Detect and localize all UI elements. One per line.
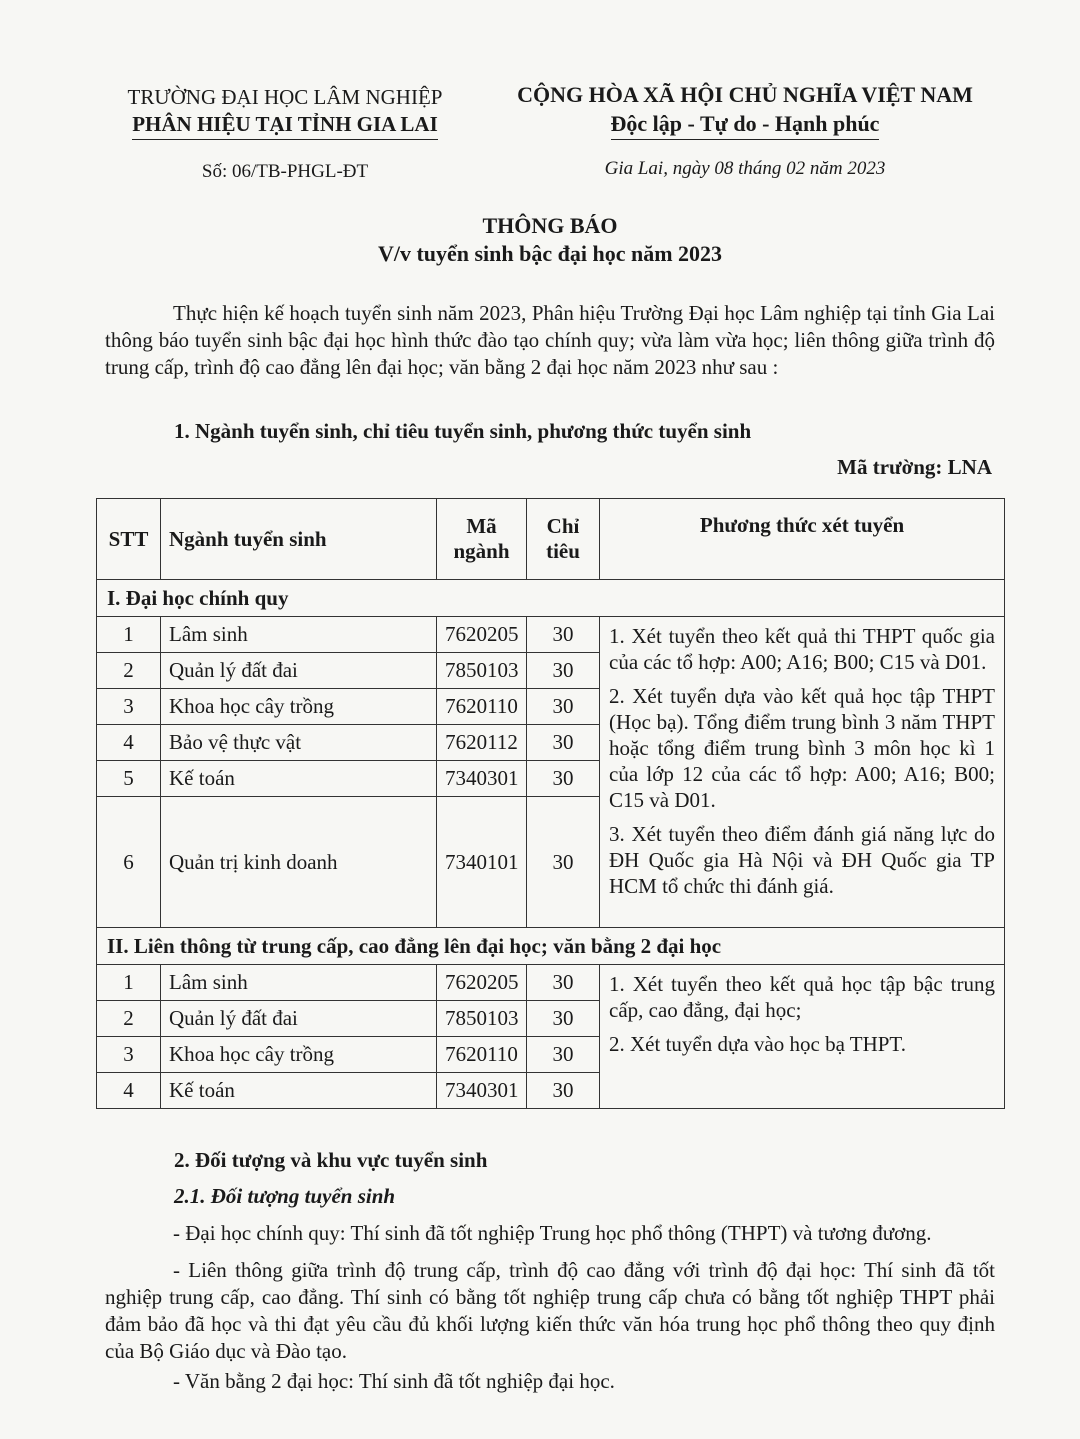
- cell-quota: 30: [527, 1073, 600, 1109]
- school-name: TRƯỜNG ĐẠI HỌC LÂM NGHIỆP: [127, 85, 443, 109]
- cell-quota: 30: [527, 653, 600, 689]
- cell-stt: 6: [97, 797, 161, 928]
- header-code: Mã ngành: [437, 499, 527, 580]
- cell-major: Lâm sinh: [161, 617, 437, 653]
- cell-stt: 3: [97, 1037, 161, 1073]
- methods-cell: [600, 965, 1005, 1109]
- document-title-block: [0, 212, 1080, 268]
- header-stt: STT: [97, 499, 161, 580]
- method-item: 2. Xét tuyển dựa vào học bạ THPT.: [609, 1032, 906, 1056]
- document-title: THÔNG BÁO: [482, 213, 618, 238]
- cell-major: Quản trị kinh doanh: [161, 797, 437, 928]
- cell-quota: 30: [527, 725, 600, 761]
- section-1-heading: 1. Ngành tuyển sinh, chỉ tiêu tuyển sinh, phương thức tuyển sinh: [174, 419, 752, 443]
- cell-code: 7620205: [437, 965, 527, 1001]
- group-title: I. Đại học chính quy: [97, 580, 1005, 617]
- cell-quota: 30: [527, 965, 600, 1001]
- method-item: 1. Xét tuyển theo kết quả học tập bậc trung cấp, cao đẳng, đại học;: [609, 972, 995, 1022]
- cell-stt: 1: [97, 965, 161, 1001]
- document-date: Gia Lai, ngày 08 tháng 02 năm 2023: [604, 158, 886, 179]
- cell-major: Kế toán: [161, 761, 437, 797]
- nation-motto: Độc lập - Tự do - Hạnh phúc: [611, 109, 880, 140]
- paragraph-transfer: - Liên thông giữa trình độ trung cấp, trình độ cao đẳng với trình độ đại học: Thí sinh đã tốt nghiệp trung cấp, cao đẳng. Thí sinh có bằng tốt nghiệp trung cấp chưa có bằng tốt nghiệp THPT phải đảm bảo đã học và thi đạt yêu cầu đủ khối lượng kiến thức văn hóa trung học phổ thông theo quy định của Bộ Giáo dục và Đào tạo.: [105, 1258, 995, 1363]
- cell-stt: 2: [97, 653, 161, 689]
- table-row: [97, 617, 1005, 653]
- paragraph-second-degree: - Văn bằng 2 đại học: Thí sinh đã tốt nghiệp đại học.: [173, 1369, 615, 1393]
- cell-quota: 30: [527, 689, 600, 725]
- school-code: Mã trường: LNA: [837, 455, 992, 479]
- section-2-1-heading: 2.1. Đối tượng tuyển sinh: [174, 1184, 396, 1208]
- branch-name: PHÂN HIỆU TẠI TỈNH GIA LAI: [132, 111, 438, 140]
- cell-stt: 1: [97, 617, 161, 653]
- cell-quota: 30: [527, 617, 600, 653]
- table-header-row: [97, 499, 1005, 580]
- group-row: [97, 928, 1005, 965]
- cell-quota: 30: [527, 761, 600, 797]
- document-number: Số: 06/TB-PHGL-ĐT: [201, 161, 369, 182]
- admission-table: [96, 498, 1005, 1109]
- school-header: [95, 84, 475, 185]
- header-quota: Chỉ tiêu: [527, 499, 600, 580]
- cell-quota: 30: [527, 1001, 600, 1037]
- cell-major: Khoa học cây trồng: [161, 1037, 437, 1073]
- header-method: Phương thức xét tuyển: [600, 499, 1005, 580]
- intro-paragraph: Thực hiện kế hoạch tuyển sinh năm 2023, Phân hiệu Trường Đại học Lâm nghiệp tại tỉnh Gia Lai thông báo tuyển sinh bậc đại học hình thức đào tạo chính quy; vừa làm vừa học; liên thông giữa trình độ trung cấp, trình độ cao đẳng lên đại học; văn bằng 2 đại học năm 2023 như sau :: [105, 301, 995, 379]
- table-row: [97, 965, 1005, 1001]
- cell-major: Khoa học cây trồng: [161, 689, 437, 725]
- group-row: [97, 580, 1005, 617]
- cell-code: 7850103: [437, 653, 527, 689]
- document-subject: V/v tuyển sinh bậc đại học năm 2023: [377, 241, 723, 266]
- method-item: 2. Xét tuyển dựa vào kết quả học tập THPT (Học bạ). Tổng điểm trung bình 3 năm THPT hoặc tổng điểm trung bình 3 môn học kì 1 của lớp 12 của các tổ hợp: A00; A16; B00; C15 và D01.: [609, 684, 995, 812]
- cell-major: Quản lý đất đai: [161, 1001, 437, 1037]
- group-title: II. Liên thông từ trung cấp, cao đẳng lên đại học; văn bằng 2 đại học: [97, 928, 1005, 965]
- methods-cell: [600, 617, 1005, 928]
- nation-title: CỘNG HÒA XÃ HỘI CHỦ NGHĨA VIỆT NAM: [517, 82, 973, 107]
- national-header: [490, 80, 1000, 140]
- cell-major: Bảo vệ thực vật: [161, 725, 437, 761]
- cell-code: 7620112: [437, 725, 527, 761]
- cell-stt: 4: [97, 1073, 161, 1109]
- cell-stt: 5: [97, 761, 161, 797]
- cell-code: 7340101: [437, 797, 527, 928]
- cell-code: 7620110: [437, 1037, 527, 1073]
- cell-code: 7620110: [437, 689, 527, 725]
- cell-code: 7620205: [437, 617, 527, 653]
- cell-major: Lâm sinh: [161, 965, 437, 1001]
- method-item: 3. Xét tuyển theo điểm đánh giá năng lực do ĐH Quốc gia Hà Nội và ĐH Quốc gia TP HCM tổ chức thi đánh giá.: [609, 822, 995, 898]
- header-major: Ngành tuyển sinh: [161, 499, 437, 580]
- cell-quota: 30: [527, 1037, 600, 1073]
- cell-code: 7340301: [437, 761, 527, 797]
- cell-major: Quản lý đất đai: [161, 653, 437, 689]
- cell-stt: 2: [97, 1001, 161, 1037]
- cell-code: 7340301: [437, 1073, 527, 1109]
- method-item: 1. Xét tuyển theo kết quả thi THPT quốc gia của các tổ hợp: A00; A16; B00; C15 và D01.: [609, 624, 995, 674]
- cell-stt: 4: [97, 725, 161, 761]
- cell-code: 7850103: [437, 1001, 527, 1037]
- cell-quota: 30: [527, 797, 600, 928]
- section-2-heading: 2. Đối tượng và khu vực tuyển sinh: [174, 1148, 488, 1172]
- cell-stt: 3: [97, 689, 161, 725]
- cell-major: Kế toán: [161, 1073, 437, 1109]
- paragraph-regular: - Đại học chính quy: Thí sinh đã tốt nghiệp Trung học phổ thông (THPT) và tương đương.: [173, 1221, 932, 1245]
